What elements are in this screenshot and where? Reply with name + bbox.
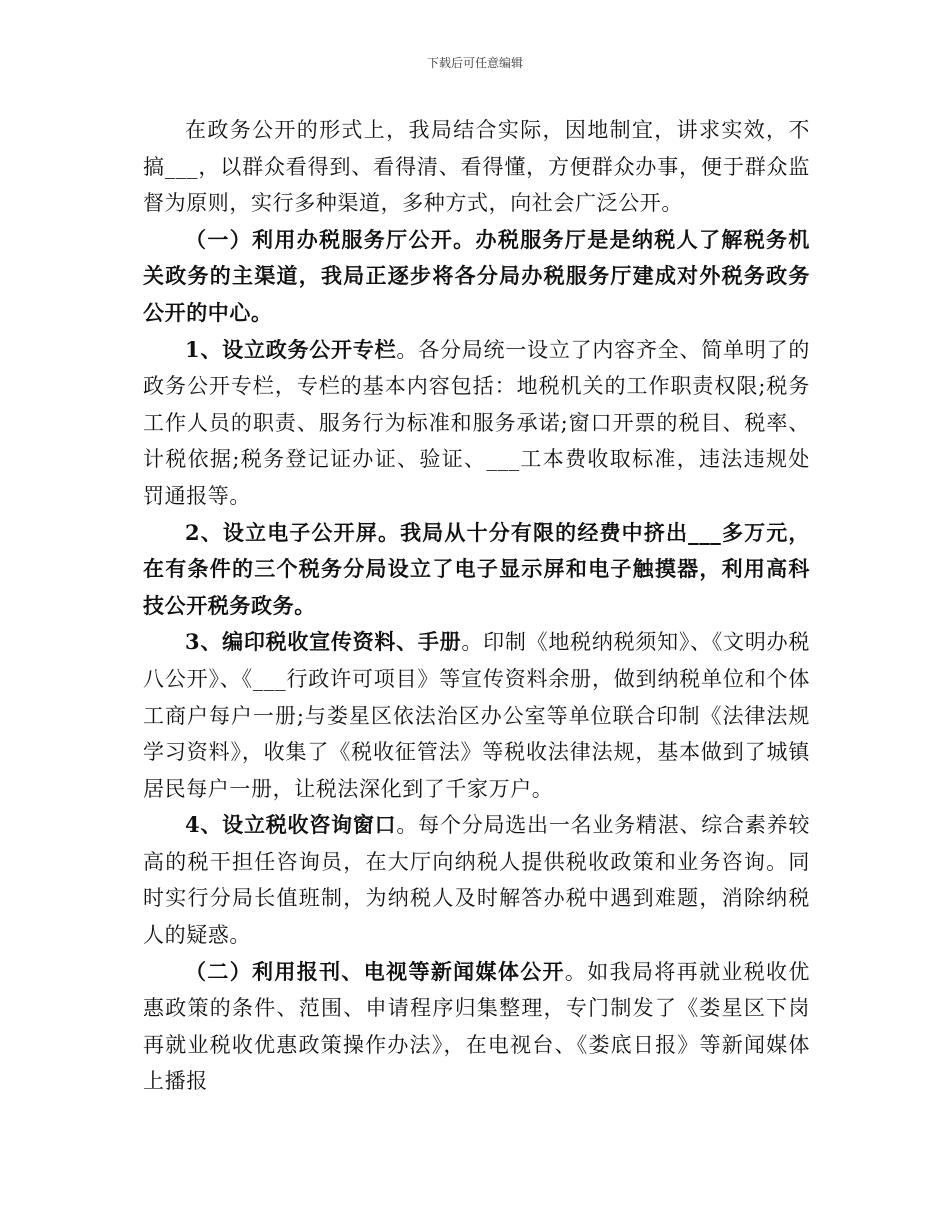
page-header: 下载后可任意编辑	[426, 56, 523, 70]
paragraph-lead: 2、设立电子公开屏。我局从十分有限的经费中挤出___多万元，在有条件的三个税务分局设立了电子显示屏和电子触摸器，利用高科技公开税务政务。	[143, 519, 810, 618]
paragraph-text: 。印制《地税纳税须知》、《文明办税八公开》、《___行政许可项目》等宣传资料余册，做到纳税单位和个体工商户每户一册;与娄星区依法治区办公室等单位联合印制《法律法规学习资料》，收集了《税收征管法》等税收法律法规，基本做到了城镇居民每户一册，让税法深化到了千家万户。	[143, 630, 810, 801]
paragraph-text: 。各分局统一设立了内容齐全、简单明了的政务公开专栏，专栏的基本内容包括：地税机关的工作职责权限;税务工作人员的职责、服务行为标准和服务承诺;窗口开票的税目、税率、计税依据;税务登记证办证、验证、___工本费收取标准，违法违规处罚通报等。	[143, 337, 810, 508]
paragraph-4	[143, 515, 810, 625]
paragraph-lead: 1、设立政务公开专栏	[185, 336, 397, 362]
paragraph-1	[143, 112, 810, 222]
paragraph-3	[143, 332, 810, 515]
paragraph-2	[143, 222, 810, 332]
paragraph-text: 。如我局将再就业税收优惠政策的条件、范围、申请程序归集整理，专门制发了《娄星区下岗再就业税收优惠政策操作办法》，在电视台、《娄底日报》等新闻媒体上播报	[143, 959, 810, 1094]
paragraph-7	[143, 954, 810, 1100]
document-body	[143, 112, 810, 1100]
paragraph-5	[143, 624, 810, 807]
paragraph-lead: 3、编印税收宣传资料、手册	[185, 629, 462, 655]
paragraph-lead: （二）利用报刊、电视等新闻媒体公开	[185, 958, 565, 984]
paragraph-6	[143, 807, 810, 953]
paragraph-lead: 4、设立税收咨询窗口	[185, 812, 397, 838]
paragraph-text: 在政务公开的形式上，我局结合实际，因地制宜，讲求实效，不搞___，以群众看得到、看得清、看得懂，方便群众办事，便于群众监督为原则，实行多种渠道，多种方式，向社会广泛公开。	[143, 118, 810, 216]
paragraph-lead: （一）利用办税服务厅公开。办税服务厅是是纳税人了解税务机关政务的主渠道，我局正逐步将各分局办税服务厅建成对外税务政务公开的中心。	[143, 226, 810, 325]
paragraph-text: 。每个分局选出一名业务精湛、综合素养较高的税干担任咨询员，在大厅向纳税人提供税收政策和业务咨询。同时实行分局长值班制，为纳税人及时解答办税中遇到难题，消除纳税人的疑惑。	[143, 813, 810, 948]
